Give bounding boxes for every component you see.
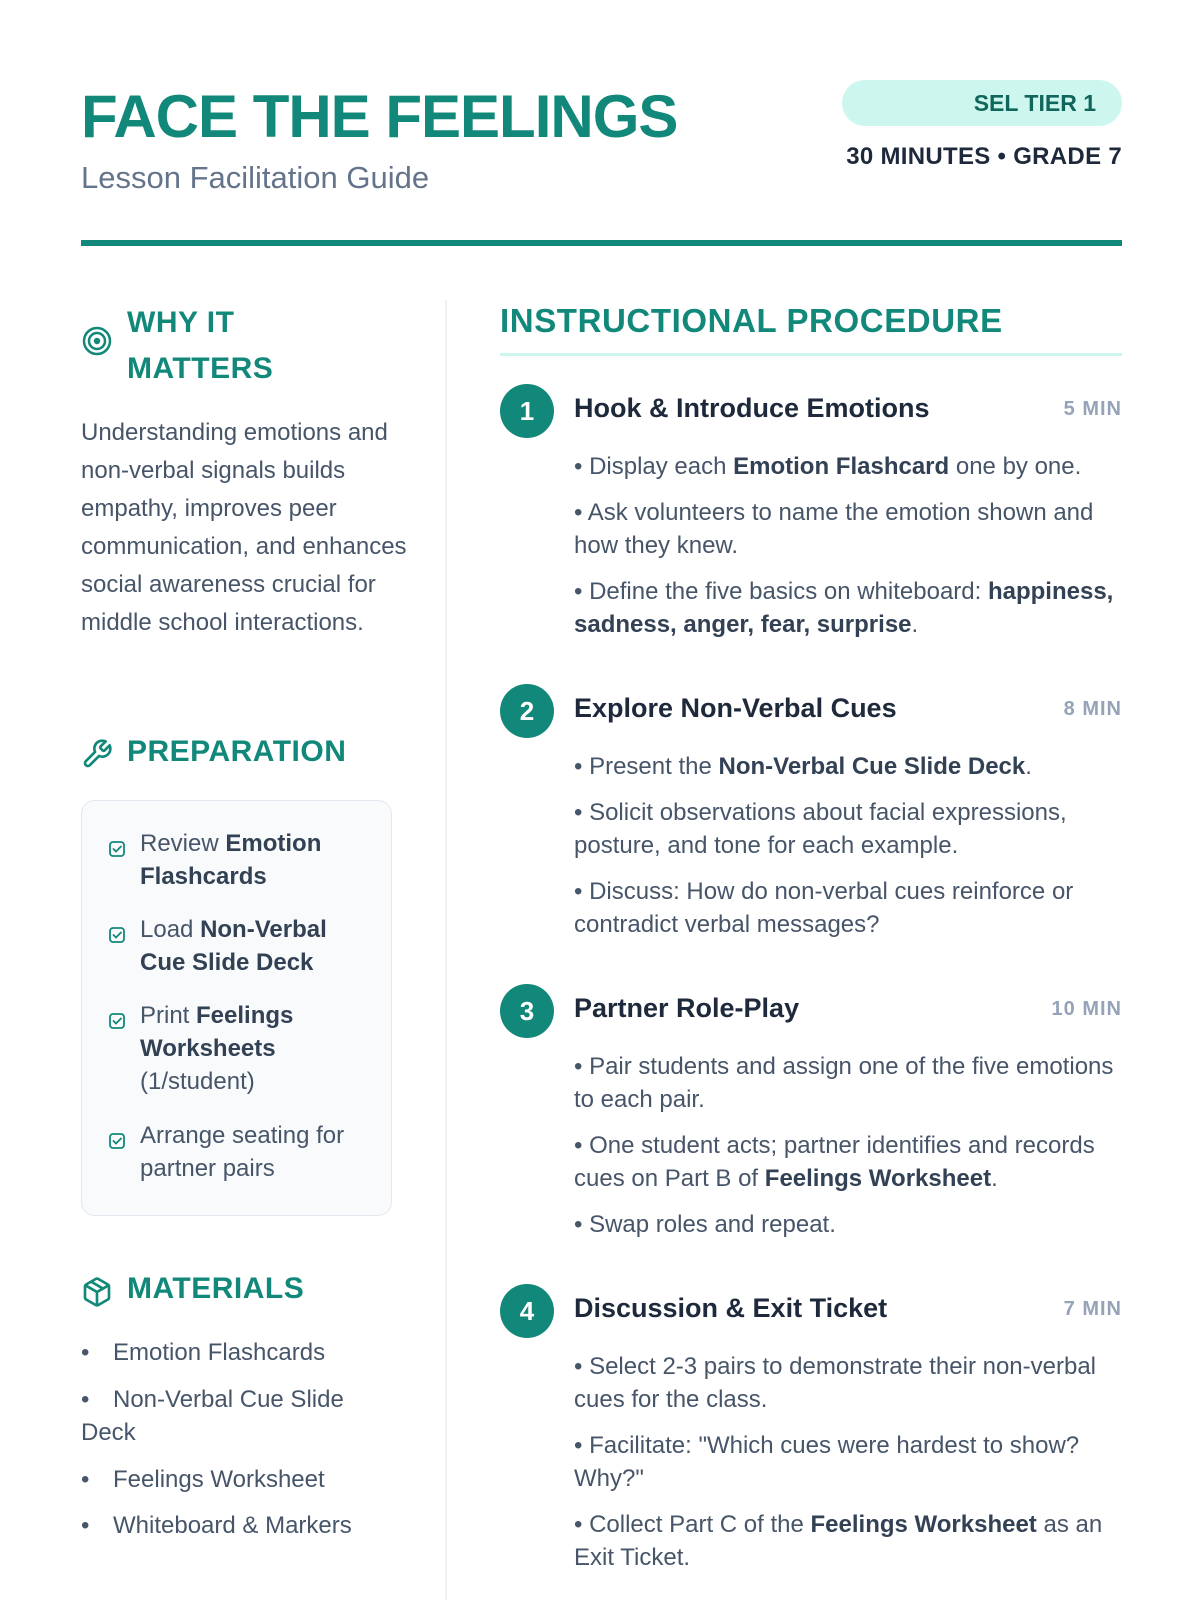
- bullet-bold: Non-Verbal Cue Slide Deck: [718, 753, 1026, 780]
- prep-item-suffix: (1/student): [140, 1068, 255, 1095]
- bullet-bold: Emotion Flashcard: [733, 453, 950, 480]
- bullet-suffix: .: [911, 611, 919, 638]
- bullet-text: • One student acts; partner identifies and records cues on Part B of: [574, 1132, 1095, 1192]
- step-bullet: [574, 496, 1122, 562]
- bullet-suffix: .: [991, 1165, 998, 1192]
- checkbox-icon: [108, 834, 126, 867]
- list-item: • Feelings Worksheet: [81, 1466, 325, 1493]
- step-number: 1: [500, 384, 554, 438]
- list-item: • Emotion Flashcards: [81, 1339, 326, 1366]
- step-title: Hook & Introduce Emotions: [574, 393, 930, 423]
- step-bullet: [574, 1050, 1122, 1116]
- bullet-text: • Solicit observations about facial expressions, posture, and tone for each example.: [574, 799, 1067, 859]
- bullet-text: • Ask volunteers to name the emotion shown and how they knew.: [574, 499, 1094, 559]
- duration-grade: 30 MINUTES • GRADE 7: [846, 143, 1122, 170]
- bullet-text: • Present the: [574, 753, 719, 780]
- material-label: Feelings Worksheet: [113, 1466, 325, 1493]
- materials-heading: [81, 1273, 421, 1313]
- step-title: Explore Non-Verbal Cues: [574, 693, 897, 723]
- prep-item-bold: Feelings Worksheets: [140, 1002, 294, 1062]
- why-heading-line2: MATTERS: [127, 352, 274, 385]
- materials-heading-label: MATERIALS: [127, 1272, 305, 1305]
- step-title: Partner Role-Play: [574, 993, 800, 1023]
- procedure-heading: INSTRUCTIONAL PROCEDURE: [500, 302, 1003, 339]
- step-bullet: [574, 1508, 1122, 1574]
- step-bullet: [574, 575, 1122, 641]
- step-bullet: [574, 1208, 1122, 1241]
- procedure-divider: [500, 353, 1122, 356]
- why-heading: [81, 300, 421, 390]
- prep-item-text: Arrange seating for partner pairs: [140, 1122, 345, 1182]
- step-bullet: [574, 450, 1122, 483]
- target-icon: [81, 325, 113, 365]
- procedure-step: [500, 684, 1122, 954]
- step-bullet: [574, 1350, 1122, 1416]
- bullet-suffix: one by one.: [949, 453, 1082, 480]
- bullet-text: • Facilitate: "Which cues were hardest to show? Why?": [574, 1432, 1080, 1492]
- step-duration: 10 MIN: [1051, 998, 1122, 1020]
- column-divider: [445, 300, 447, 1600]
- checkbox-icon: [108, 920, 126, 953]
- step-duration: 7 MIN: [1063, 1298, 1122, 1320]
- procedure-step: [500, 384, 1122, 654]
- list-item: • Non-Verbal Cue Slide Deck: [81, 1386, 344, 1446]
- preparation-heading-label: PREPARATION: [127, 735, 347, 768]
- procedure-step: [500, 984, 1122, 1254]
- bullet-suffix: .: [1025, 753, 1032, 780]
- prep-item-bold: Non-Verbal Cue Slide Deck: [140, 916, 327, 976]
- page-subtitle: Lesson Facilitation Guide: [81, 160, 430, 195]
- preparation-heading: [81, 736, 421, 776]
- wrench-icon: [81, 738, 113, 778]
- bullet-text: • Collect Part C of the: [574, 1511, 811, 1538]
- step-number: 3: [500, 984, 554, 1038]
- step-bullet: [574, 1429, 1122, 1495]
- bullet-text: • Swap roles and repeat.: [574, 1211, 836, 1238]
- page-title: FACE THE FEELINGS: [81, 83, 678, 150]
- header-divider: [81, 240, 1122, 246]
- step-number: 4: [500, 1284, 554, 1338]
- bullet-suffix: as an Exit Ticket.: [574, 1511, 1103, 1571]
- page-header: [81, 78, 1122, 248]
- material-label: Whiteboard & Markers: [113, 1512, 352, 1539]
- checkbox-icon: [108, 1006, 126, 1039]
- bullet-bold: Feelings Worksheet: [810, 1511, 1037, 1538]
- tier-badge: SEL TIER 1: [842, 80, 1122, 126]
- step-bullet: [574, 796, 1122, 862]
- bullet-bold: happiness, sadness, anger, fear, surprise: [574, 578, 1114, 638]
- step-title: Discussion & Exit Ticket: [574, 1293, 888, 1323]
- step-duration: 8 MIN: [1063, 698, 1122, 720]
- bullet-text: • Pair students and assign one of the five emotions to each pair.: [574, 1053, 1114, 1113]
- bullet-text: • Define the five basics on whiteboard:: [574, 578, 988, 605]
- list-item: • Whiteboard & Markers: [81, 1512, 352, 1539]
- preparation-checklist: [81, 800, 392, 1216]
- prep-item-text: Load: [140, 916, 201, 943]
- step-number: 2: [500, 684, 554, 738]
- step-duration: 5 MIN: [1063, 398, 1122, 420]
- step-bullet: [574, 875, 1122, 941]
- bullet-text: • Discuss: How do non-verbal cues reinforce or contradict verbal messages?: [574, 878, 1074, 938]
- bullet-text: • Select 2-3 pairs to demonstrate their non-verbal cues for the class.: [574, 1353, 1096, 1413]
- material-label: Non-Verbal Cue Slide Deck: [81, 1386, 344, 1446]
- material-label: Emotion Flashcards: [113, 1339, 326, 1366]
- box-icon: [81, 1276, 113, 1316]
- procedure-step: [500, 1284, 1122, 1584]
- bullet-text: • Display each: [574, 453, 734, 480]
- prep-item-text: Review: [140, 830, 226, 857]
- prep-item-text: Print: [140, 1002, 197, 1029]
- prep-item-bold: Emotion Flashcards: [140, 830, 322, 890]
- step-bullet: [574, 1129, 1122, 1195]
- step-bullet: [574, 750, 1122, 783]
- bullet-bold: Feelings Worksheet: [764, 1165, 992, 1192]
- why-heading-line1: WHY IT: [127, 306, 235, 339]
- checkbox-icon: [108, 1126, 126, 1159]
- why-body: Understanding emotions and non-verbal signals builds empathy, improves peer communication, and enhances social awareness crucial for middle school interactions.: [81, 419, 407, 636]
